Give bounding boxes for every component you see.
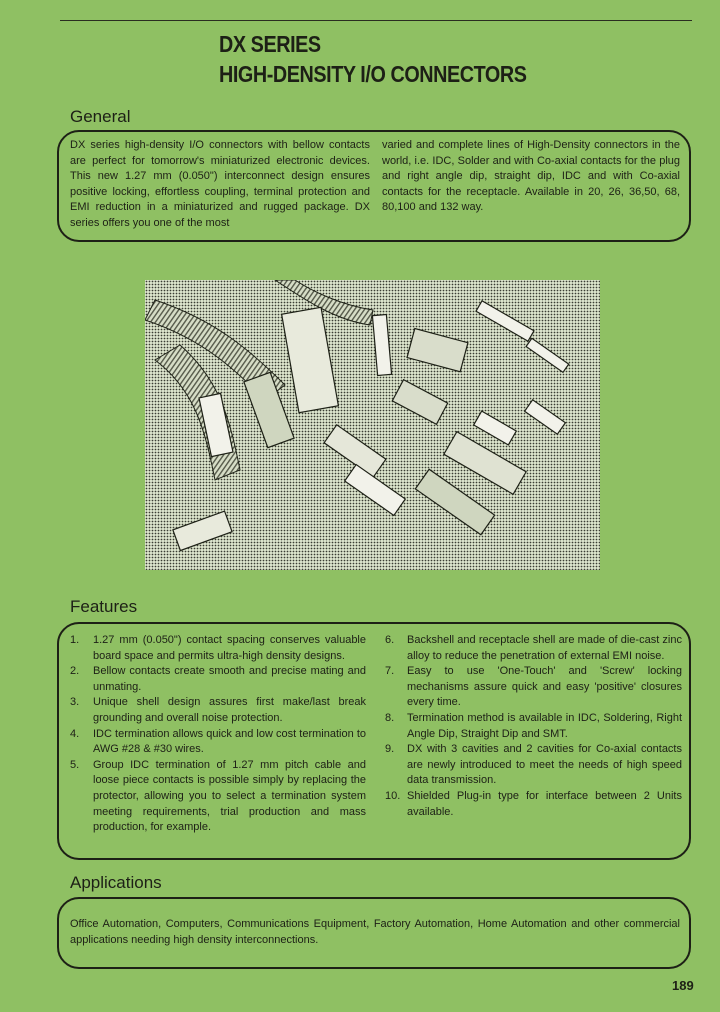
feature-item — [70, 633, 366, 664]
general-heading: General — [70, 107, 131, 126]
features-heading: Features — [70, 597, 138, 616]
features-list-right — [385, 633, 682, 820]
applications-heading: Applications — [70, 873, 162, 892]
feature-number: 8. — [385, 711, 395, 724]
general-text-right: varied and complete lines of High-Density connectors in the world, i.e. IDC, Solder and with Co-axial contacts for the plug and right angle dip, straight dip, IDC and with Co-axial contacts for the receptacle. Available in 20, 26, 36,50, 68, 80,100 and 132 way. — [382, 139, 680, 214]
feature-number: 4. — [70, 727, 80, 740]
feature-text: 1.27 mm (0.050") contact spacing conserves valuable board space and permits ultra-high density designs. — [93, 634, 366, 662]
feature-number: 7. — [385, 665, 395, 678]
feature-number: 2. — [70, 665, 80, 678]
features-list-left — [70, 633, 366, 836]
feature-item — [70, 695, 366, 726]
feature-item — [385, 633, 682, 664]
feature-text: Easy to use 'One-Touch' and 'Screw' locking mechanisms assure quick and easy 'positive' closures every time. — [407, 665, 682, 709]
feature-item — [70, 758, 366, 836]
top-rule — [60, 20, 692, 21]
feature-number: 5. — [70, 758, 80, 771]
feature-text: Backshell and receptacle shell are made of die-cast zinc alloy to reduce the penetration of external EMI noise. — [407, 634, 682, 662]
feature-number: 6. — [385, 634, 395, 646]
feature-item — [385, 711, 682, 742]
feature-text: Bellow contacts create smooth and precise mating and unmating. — [93, 665, 366, 693]
feature-item — [385, 664, 682, 711]
feature-number: 9. — [385, 743, 395, 756]
page-number: 189 — [672, 978, 694, 993]
feature-item — [70, 727, 366, 758]
general-text-left: DX series high-density I/O connectors with bellow contacts are perfect for tomorrow's miniaturized electronic devices. This new 1.27 mm (0.050") interconnect design ensures positive locking, effortless coupling, terminal protection and EMI reduction in a miniaturized and rugged package. DX series offers you one of the most — [70, 139, 370, 229]
feature-text: Unique shell design assures first make/last break grounding and overall noise protection. — [93, 696, 366, 724]
feature-item — [385, 789, 682, 820]
feature-text: Shielded Plug-in type for interface between 2 Units available. — [407, 789, 682, 818]
feature-text: IDC termination allows quick and low cost termination to AWG #28 & #30 wires. — [93, 727, 366, 756]
feature-number: 10. — [385, 789, 401, 802]
feature-number: 1. — [70, 634, 80, 646]
product-title: HIGH-DENSITY I/O CONNECTORS — [219, 61, 527, 87]
connector-product-photo — [145, 280, 600, 570]
feature-text: Termination method is available in IDC, Soldering, Right Angle Dip, Straight Dip and SMT. — [407, 711, 682, 740]
feature-item — [385, 742, 682, 789]
feature-item — [70, 664, 366, 695]
series-title: DX SERIES — [219, 31, 321, 57]
feature-text: DX with 3 cavities and 2 cavities for Co-axial contacts are newly introduced to meet the needs of high speed data transmission. — [407, 743, 682, 787]
applications-text: Office Automation, Computers, Communications Equipment, Factory Automation, Home Automation and other commercial applications needing high density interconnections. — [70, 918, 680, 946]
feature-text: Group IDC termination of 1.27 mm pitch cable and loose piece contacts is possible simply by replacing the protector, allowing you to select a termination system meeting requirements, trial production and mass production, for example. — [93, 758, 366, 834]
feature-number: 3. — [70, 696, 80, 709]
